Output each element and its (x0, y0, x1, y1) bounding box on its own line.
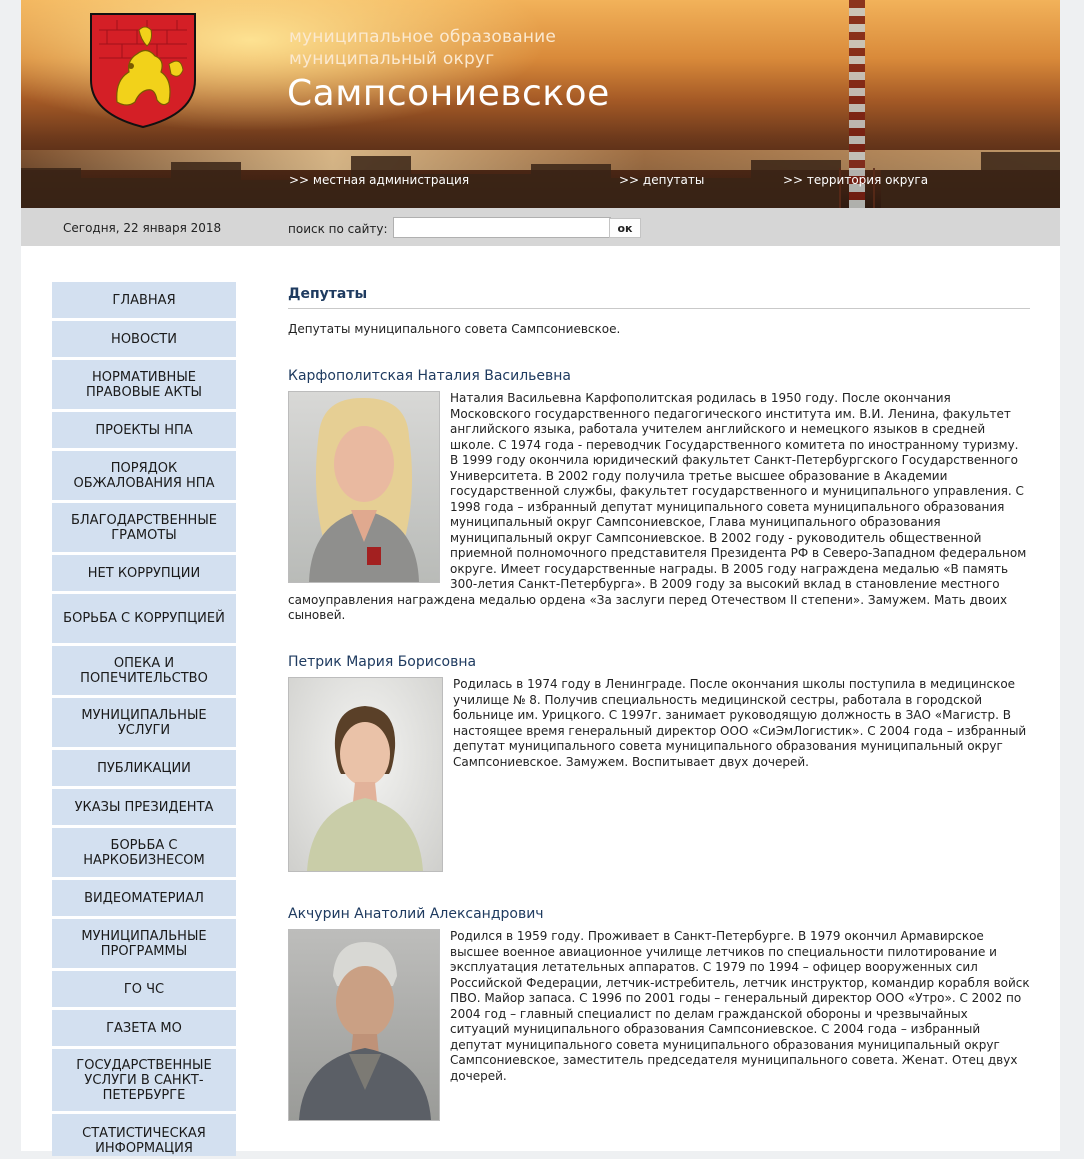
header-nav-deputies[interactable]: >> депутаты (619, 173, 705, 187)
sidebar-item-publications[interactable]: ПУБЛИКАЦИИ (52, 750, 236, 786)
sidebar-item-presidential-decrees[interactable]: УКАЗЫ ПРЕЗИДЕНТА (52, 789, 236, 825)
deputy-photo (288, 677, 443, 872)
header-nav-administration[interactable]: >> местная администрация (289, 173, 470, 187)
page (21, 0, 1060, 1156)
site-header (21, 0, 1060, 208)
sidebar-item-anti-drug[interactable]: БОРЬБА С НАРКОБИЗНЕСОМ (52, 828, 236, 877)
deputy-card (288, 391, 1030, 624)
current-date: Сегодня, 22 января 2018 (63, 221, 222, 235)
search-input[interactable] (393, 217, 611, 238)
site-title: Сампсониевское (287, 73, 610, 114)
deputy-bio: Родился в 1959 году. Проживает в Санкт-Петербурге. В 1979 окончил Армавирское высшее военное авиационное училище летчиков по специальности пилотирование и эксплуатация летательных аппаратов. С 1979 по 1994 – офицер вооруженных сил Российской Федерации, летчик-истребитель, летчик инструктор, командир корабля войск ПВО. Майор запаса. С 1996 по 2001 годы – генеральный директор ООО «Утро». С 2002 по 2004 год – главный специалист по делам гражданской обороны и чрезвычайных ситуаций муниципального образования Сампсониевское. С 2004 года – избранный депутат муниципального совета муниципального образования муниципальный округ Сампсониевское, заместитель председателя муниципального совета. Женат. Отец двух дочерей. (450, 929, 1030, 1083)
sidebar-item-legal-acts[interactable]: НОРМАТИВНЫЕ ПРАВОВЫЕ АКТЫ (52, 360, 236, 409)
title-divider (288, 308, 1030, 309)
sidebar-item-state-services[interactable]: ГОСУДАРСТВЕННЫЕ УСЛУГИ В САНКТ-ПЕТЕРБУРГЕ (52, 1049, 236, 1111)
sidebar-item-news[interactable]: НОВОСТИ (52, 321, 236, 357)
deputy-bio: Родилась в 1974 году в Ленинграде. После окончания школы поступила в медицинское училище № 8. Получив специальность медицинской сестры, работала в городской больнице им. Урицкого. С 1997г. занимает руководящую должность в ЗАО «Магистр. В настоящее время генеральный директор ООО «СиЭмЛогистик». С 2004 года – избранный депутат муниципального совета муниципального образования муниципальный округ Сампсониевское. Замужем. Воспитывает двух дочерей. (453, 677, 1027, 769)
deputy-name: Карфополитская Наталия Васильевна (288, 368, 572, 384)
deputy-name: Акчурин Анатолий Александрович (288, 906, 544, 922)
sidebar-item-no-corruption[interactable]: НЕТ КОРРУПЦИИ (52, 555, 236, 591)
sidebar-item-municipal-services[interactable]: МУНИЦИПАЛЬНЫЕ УСЛУГИ (52, 698, 236, 747)
sidebar-item-anti-corruption[interactable]: БОРЬБА С КОРРУПЦИЕЙ (52, 594, 236, 643)
sidebar-item-appeal-procedure[interactable]: ПОРЯДОК ОБЖАЛОВАНИЯ НПА (52, 451, 236, 500)
search-button[interactable]: ок (609, 218, 641, 238)
page-intro: Депутаты муниципального совета Сампсониевское. (288, 322, 621, 336)
deputy-card (288, 677, 1030, 876)
sidebar-item-statistics[interactable]: СТАТИСТИЧЕСКАЯ ИНФОРМАЦИЯ (52, 1114, 236, 1156)
sidebar-item-newspaper[interactable]: ГАЗЕТА МО (52, 1010, 236, 1046)
coat-of-arms-icon[interactable] (87, 10, 199, 130)
search-label: поиск по сайту: (288, 222, 388, 236)
sidebar-nav (52, 282, 236, 1159)
sidebar-item-letters-of-thanks[interactable]: БЛАГОДАРСТВЕННЫЕ ГРАМОТЫ (52, 503, 236, 552)
sidebar-item-video[interactable]: ВИДЕОМАТЕРИАЛ (52, 880, 236, 916)
deputy-bio: Наталия Васильевна Карфополитская родилась в 1950 году. После окончания Московского государственного педагогического института им. В.И. Ленина, факультет английского языка, работала учителем английского и немецкого языков в средней школе. С 1974 года - переводчик Государственного комитета по иностранному туризму. В 1999 году окончила юридический факультет Санкт-Петербургского Государственного Университета. В 2002 году получила третье высшее образование в Академии государственной службы, факультет государственного и муниципального управления. С 1998 года – избранный депутат муниципального совета муниципального образования муниципальный округ Сампсониевское, Глава муниципального образования муниципальный округ Сампсониевское. В 2002 году - руководитель общественной приемной полномочного представителя Президента РФ в Северо-Западном федеральном округе. Имеет государственные награды. В 2005 году награждена медалью «В память 300-летия Санкт-Петербурга». В 2009 году за высокий вклад в становление местного самоуправления награждена медалью ордена «За заслуги перед Отечеством II степени». Замужем. Мать двоих сыновей. (288, 391, 1027, 622)
sidebar-item-draft-acts[interactable]: ПРОЕКТЫ НПА (52, 412, 236, 448)
site-subtitle-line1: муниципальное образование (289, 27, 557, 47)
sidebar-item-municipal-programs[interactable]: МУНИЦИПАЛЬНЫЕ ПРОГРАММЫ (52, 919, 236, 968)
deputy-photo (288, 929, 440, 1121)
deputy-photo (288, 391, 440, 583)
sidebar-item-guardianship[interactable]: ОПЕКА И ПОПЕЧИТЕЛЬСТВО (52, 646, 236, 695)
site-subtitle-line2: муниципальный округ (289, 49, 495, 69)
page-title: Депутаты (288, 286, 368, 302)
sidebar-item-home[interactable]: ГЛАВНАЯ (52, 282, 236, 318)
header-nav-territory[interactable]: >> территория округа (783, 173, 929, 187)
toolbar (21, 208, 1060, 246)
sidebar-item-civil-defense[interactable]: ГО ЧС (52, 971, 236, 1007)
deputy-name: Петрик Мария Борисовна (288, 654, 477, 670)
deputy-card (288, 929, 1030, 1125)
